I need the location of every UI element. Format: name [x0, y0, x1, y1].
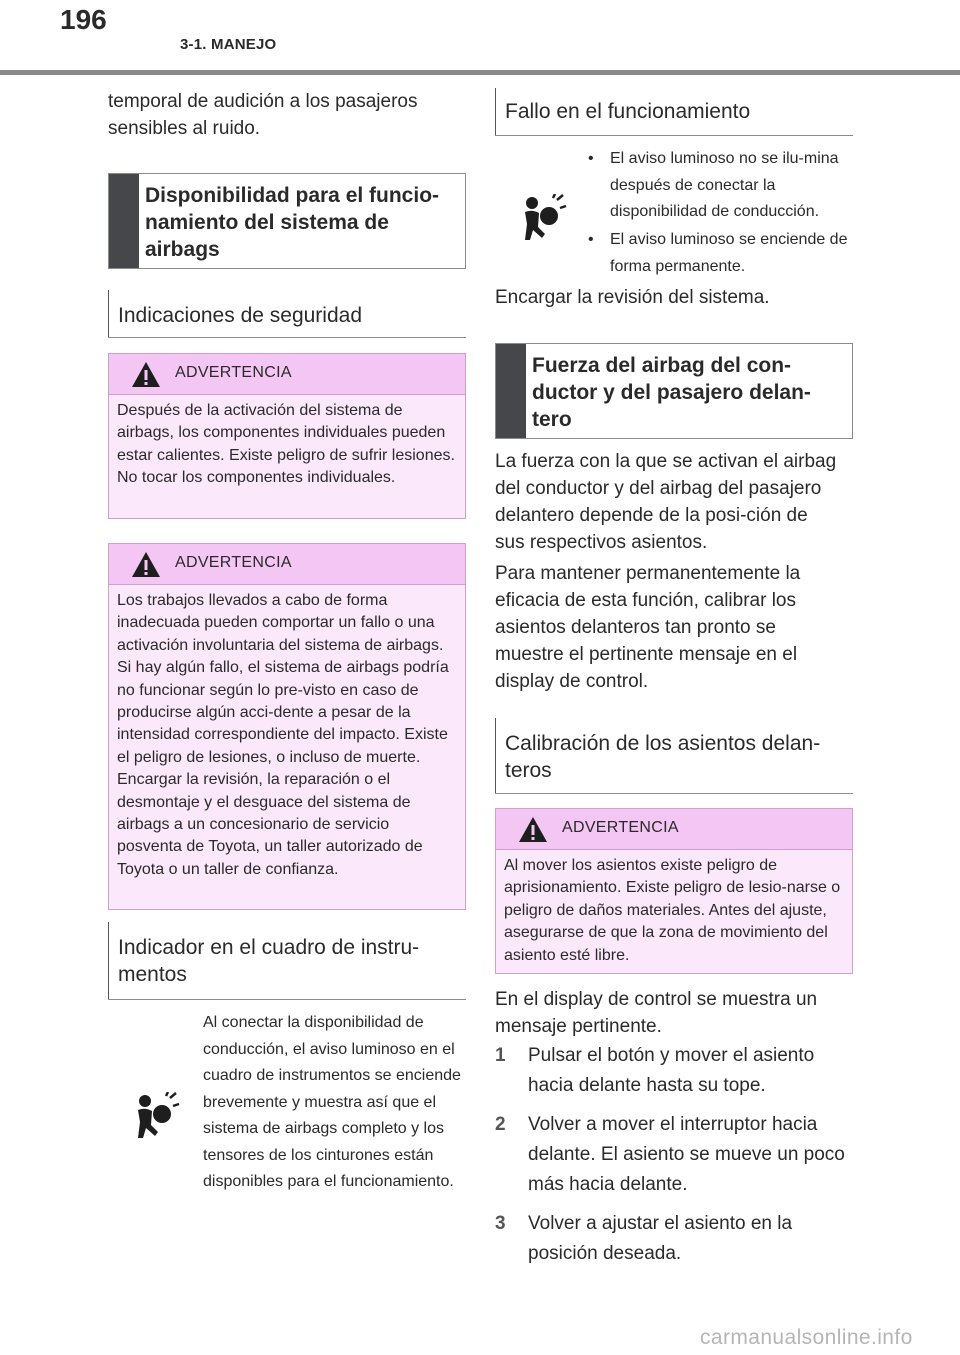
warning-box-hot-components	[108, 353, 466, 519]
section-title-box-airbag-availability	[108, 173, 466, 269]
airbag-warning-icon	[132, 1092, 180, 1140]
step-item	[495, 1110, 853, 1200]
subheading-fault	[495, 88, 853, 136]
warning-triangle-icon	[131, 551, 161, 578]
warning-triangle-icon	[131, 361, 161, 388]
paragraph-airbag-force: La fuerza con la que se activan el airbag del conductor y del airbag del pasajero delantero depende de la posi-ción de sus respectivos asientos.	[495, 451, 837, 553]
header-rule	[0, 70, 960, 75]
section-title: Fuerza del airbag del con-ductor y del pasajero delan-tero	[532, 354, 811, 431]
warning-header	[109, 544, 465, 585]
warning-label: ADVERTENCIA	[175, 554, 292, 571]
step-item	[495, 1209, 853, 1269]
warning-box-seat-movement	[495, 808, 853, 974]
airbag-warning-icon	[519, 194, 567, 242]
section-title-box-airbag-force	[495, 343, 853, 439]
intro-paragraph: temporal de audición a los pasajeros sensibles al ruido.	[108, 91, 418, 139]
subheading-safety	[108, 290, 466, 338]
title-bar	[496, 344, 526, 438]
title-bar	[109, 174, 139, 268]
subheading-label: Calibración de los asientos delan-teros	[505, 732, 821, 782]
step-number: 2	[495, 1114, 506, 1135]
watermark: carmanualsonline.info	[700, 1326, 913, 1349]
warning-label: ADVERTENCIA	[562, 819, 679, 836]
step-text: Volver a ajustar el asiento en la posición deseada.	[528, 1213, 793, 1264]
indicator-description: Al conectar la disponibilidad de conducción, el aviso luminoso en el cuadro de instrumentos se enciende brevemente y muestra así que el sistema de airbags completo y los tensores de los cinturones están disponibles para el funcionamiento.	[203, 1014, 461, 1190]
warning-header	[109, 354, 465, 395]
step-text: Pulsar el botón y mover el asiento hacia delante hasta su tope.	[528, 1045, 815, 1096]
step-item	[495, 1041, 853, 1101]
step-number: 3	[495, 1213, 506, 1234]
step-number: 1	[495, 1045, 506, 1066]
fault-bullet-item: • El aviso luminoso se enciende de forma permanente.	[588, 231, 848, 275]
warning-text: Después de la activación del sistema de airbags, los componentes individuales pueden estar calientes. Existe peligro de sufrir lesiones. No tocar los componentes individuales.	[117, 402, 455, 487]
subheading-indicator	[108, 922, 466, 1000]
paragraph-display-message: En el display de control se muestra un mensaje pertinente.	[495, 989, 818, 1037]
warning-header	[496, 809, 852, 850]
warning-triangle-icon	[518, 816, 548, 843]
section-title: Disponibilidad para el funcio-namiento del sistema de airbags	[145, 184, 440, 261]
page-number: 196	[60, 4, 107, 35]
fault-bullet-item: • El aviso luminoso no se ilu-mina después de conectar la disponibilidad de conducción.	[588, 150, 839, 220]
warning-box-improper-work	[108, 543, 466, 910]
warning-label: ADVERTENCIA	[175, 364, 292, 381]
warning-text: Al mover los asientos existe peligro de aprisionamiento. Existe peligro de lesio-narse o peligro de daños materiales. Antes del ajuste, asegurarse de que la zona de movimiento del asiento esté libre.	[504, 857, 841, 964]
subheading-label: Indicador en el cuadro de instru-mentos	[118, 936, 420, 986]
subheading-label: Fallo en el funcionamiento	[505, 100, 751, 123]
fault-action-text: Encargar la revisión del sistema.	[495, 287, 770, 308]
paragraph-calibrate: Para mantener permanentemente la eficacia de esta función, calibrar los asientos delanteros tan pronto se muestre el pertinente mensaje en el display de control.	[495, 563, 801, 692]
chapter-title: 3-1. MANEJO	[180, 36, 277, 53]
subheading-label: Indicaciones de seguridad	[118, 304, 363, 327]
subheading-calibration	[495, 718, 853, 794]
step-text: Volver a mover el interruptor hacia delante. El asiento se mueve un poco más hacia delante.	[528, 1114, 845, 1195]
warning-text: Los trabajos llevados a cabo de forma inadecuada pueden comportar un fallo o una activación involuntaria del sistema de airbags. Si hay algún fallo, el sistema de airbags podría no funcionar según lo pre-visto en caso de producirse algún acci-dente a pesar de la intensidad correspondiente del impacto. Existe el peligro de lesiones, o incluso de muerte. Encargar la revisión, la reparación o el desmontaje y el desguace del sistema de airbags a un concesionario de servicio posventa de Toyota, un taller autorizado de Toyota o un taller de confianza.	[117, 592, 449, 878]
